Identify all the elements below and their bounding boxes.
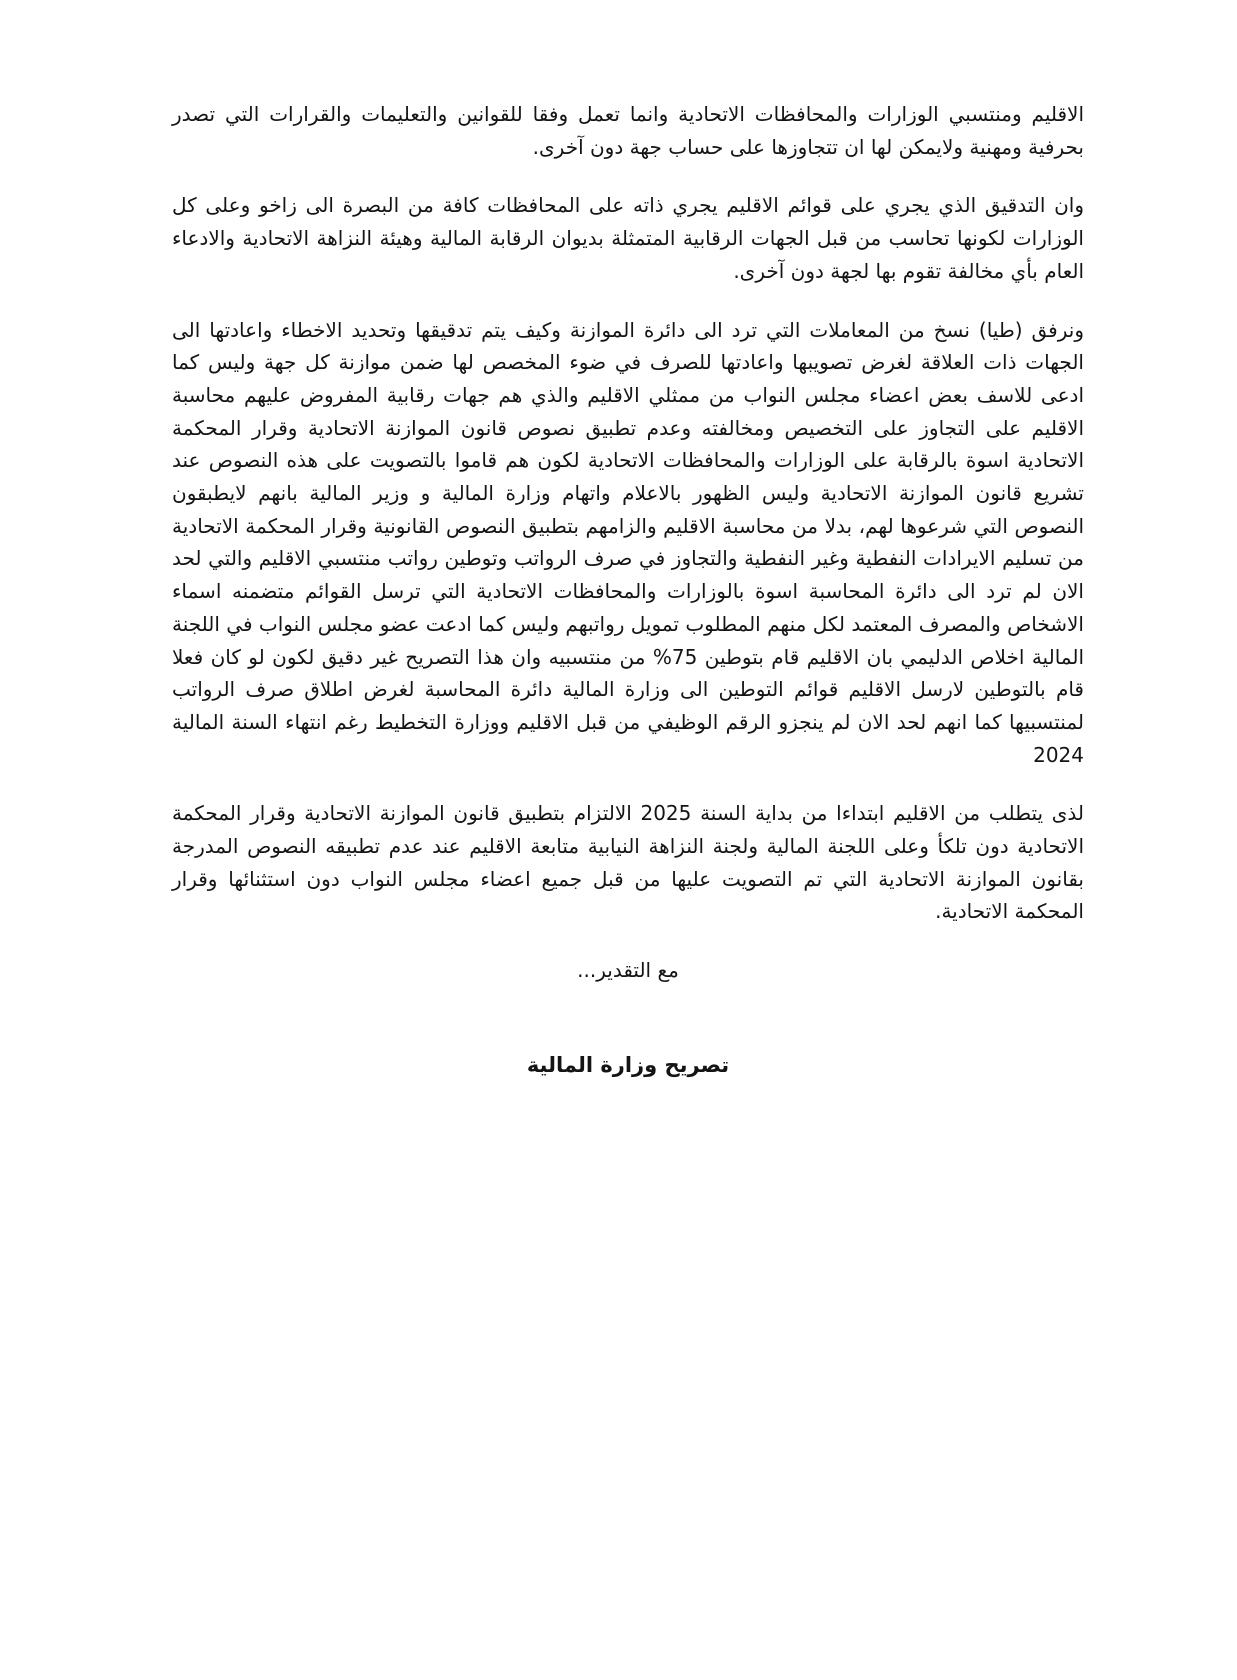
paragraph-1: الاقليم ومنتسبي الوزارات والمحافظات الاتحادية وانما تعمل وفقا للقوانين والتعليمات والقرارات التي تصدر بحرفية ومهنية ولايمكن لها ان تتجاوزها على حساب جهة دون آخرى. xyxy=(172,102,1084,159)
document-body xyxy=(172,98,1084,1082)
paragraph-3: ونرفق (طيا) نسخ من المعاملات التي ترد الى دائرة الموازنة وكيف يتم تدقيقها وتحديد الاخطاء واعادتها الى الجهات ذات العلاقة لغرض تصويبها واعادتها للصرف في ضوء المخصص لها ضمن موازنة كل جهة وليس كما ادعى للاسف بعض اعضاء مجلس النواب من ممثلي الاقليم والذي هم جهات رقابية المفروض عليهم محاسبة الاقليم على التجاوز على التخصيص ومخالفته وعدم تطبيق نصوص قانون الموازنة الاتحادية وقرار المحكمة الاتحادية اسوة بالرقابة على الوزارات والمحافظات الاتحادية لكون هم قاموا بالتصويت على هذه النصوص عند تشريع قانون الموازنة الاتحادية وليس الظهور بالاعلام واتهام وزارة المالية و وزير المالية بانهم لايطبقون النصوص التي شرعوها لهم، بدلا من محاسبة الاقليم والزامهم بتطبيق النصوص القانونية وقرار المحكمة الاتحادية من تسليم الايرادات النفطية وغير النفطية والتجاوز في صرف الرواتب وتوطين رواتب منتسبي الاقليم والتي لحد الان لم ترد الى دائرة المحاسبة اسوة بالوزارات والمحافظات الاتحادية التي ترسل القوائم متضمنه اسماء الاشخاص والمصرف المعتمد لكل منهم المطلوب تمويل رواتبهم وليس كما ادعت عضو مجلس النواب في اللجنة المالية اخلاص الدليمي بان الاقليم قام بتوطين 75% من منتسبيه وان هذا التصريح غير دقيق لكون لو كان فعلا قام بالتوطين لارسل الاقليم قوائم التوطين الى وزارة المالية دائرة المحاسبة لغرض اطلاق صرف الرواتب لمنتسبيها كما انهم لحد الان لم ينجزو الرقم الوظيفي من قبل الاقليم ووزارة التخطيط رغم انتهاء السنة المالية 2024 xyxy=(172,317,1084,767)
signature-title: تصريح وزارة المالية xyxy=(526,1052,730,1077)
paragraph-4: لذى يتطلب من الاقليم ابتداءا من بداية السنة 2025 الالتزام بتطبيق قانون الموازنة الاتحادية وقرار المحكمة الاتحادية دون تلكأ وعلى اللجنة المالية ولجنة النزاهة النيابية متابعة الاقليم عند عدم تطبيقه النصوص المدرجة بقانون الموازنة الاتحادية التي تم التصويت عليها من قبل جميع اعضاء مجلس النواب دون استثنائها وقرار المحكمة الاتحادية. xyxy=(172,801,1084,924)
paragraph-2: وان التدقيق الذي يجري على قوائم الاقليم يجري ذاته على المحافظات كافة من البصرة الى زاخو وعلى كل الوزارات لكونها تحاسب من قبل الجهات الرقابية المتمثلة بديوان الرقابة المالية وهيئة النزاهة الاتحادية والادعاء العام بأي مخالفة تقوم بها لجهة دون آخرى. xyxy=(172,193,1084,283)
closing-line: مع التقدير... xyxy=(577,958,679,983)
